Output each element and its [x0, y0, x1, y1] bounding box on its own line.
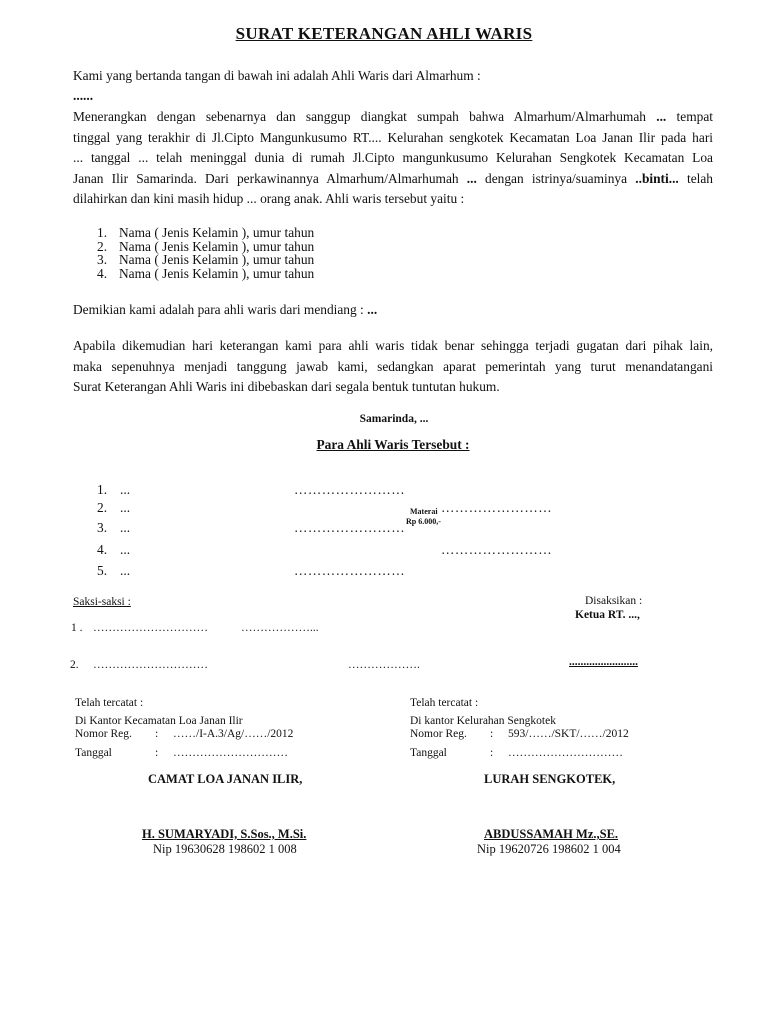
rt-head-signature-line: ........................: [569, 656, 638, 668]
declaration-line: Demikian kami adalah para ahli waris dari mendiang : ...: [73, 302, 378, 317]
heir-list-item: 3. Nama ( Jenis Kelamin ), umur tahun: [97, 252, 315, 267]
deceased-name-placeholder: ......: [73, 88, 94, 103]
heirs-list: [97, 226, 314, 280]
signature-row-number: 1.: [97, 482, 108, 497]
signature-row-number: 2.: [97, 500, 108, 515]
liability-line-2: maka sepenuhnya menjadi tanggung jawab kami, sedangkan aparat pemerintah yang turut menandatangani: [73, 358, 713, 374]
reg-label-right: Nomor Reg.: [410, 728, 467, 740]
recorded-label-right: Telah tercatat :: [410, 697, 479, 709]
official-nip-left: Nip 19630628 198602 1 008: [153, 842, 297, 856]
rt-head-title: Ketua RT. ...,: [575, 609, 640, 621]
witness-signature-line: ……………….: [348, 659, 420, 671]
official-title-left: CAMAT LOA JANAN ILIR,: [148, 772, 303, 786]
official-nip-right: Nip 19620726 198602 1 004: [477, 842, 621, 856]
signature-row-name: ...: [120, 500, 131, 515]
reg-label-left: Nomor Reg.: [75, 728, 132, 740]
official-name-right: ABDUSSAMAH Mz.,SE.: [484, 827, 619, 841]
signature-row-name: ...: [120, 482, 131, 497]
heir-list-item: 4. Nama ( Jenis Kelamin ), umur tahun: [97, 265, 315, 281]
witness-name-line: …………………………: [93, 622, 208, 634]
statement-paragraph: [73, 107, 713, 210]
office-left: Di Kantor Kecamatan Loa Janan Ilir: [75, 715, 243, 727]
signature-row-number: 4.: [97, 542, 108, 557]
witness-row-number: 2.: [70, 659, 79, 671]
signature-row-name: ...: [120, 520, 131, 535]
document-title: SURAT KETERANGAN AHLI WARIS: [235, 24, 533, 43]
date-label-right: Tanggal: [410, 747, 447, 759]
liability-line-3: Surat Keterangan Ahli Waris ini dibebaskan dari segala bentuk tuntutan hukum.: [73, 379, 500, 394]
date-colon-right: :: [490, 747, 494, 759]
date-label-left: Tanggal: [75, 747, 112, 759]
recorded-label-left: Telah tercatat :: [75, 697, 144, 709]
signature-line: ……………………: [441, 500, 553, 515]
signature-row-number: 5.: [97, 563, 108, 578]
statement-line-1: Menerangkan dengan sebenarnya dan sanggup diangkat sumpah bahwa Almarhum/Almarhumah ... tempat: [73, 109, 713, 124]
signature-line: ……………………: [294, 482, 406, 497]
heir-list-item: 1. Nama ( Jenis Kelamin ), umur tahun: [97, 225, 315, 240]
official-title-right: LURAH SENGKOTEK,: [484, 772, 616, 786]
office-right: Di kantor Kelurahan Sengkotek: [410, 715, 556, 727]
signature-row-name: ...: [120, 563, 131, 578]
intro-line: Kami yang bertanda tangan di bawah ini adalah Ahli Waris dari Almarhum :: [73, 68, 481, 83]
heirs-heading: Para Ahli Waris Tersebut :: [316, 437, 470, 452]
statement-line-3: ... tanggal ... telah meninggal dunia di rumah Jl.Cipto mangunkusumo Kelurahan Sengkotek Kecamatan Loa: [73, 150, 713, 165]
heir-list-item: 2. Nama ( Jenis Kelamin ), umur tahun: [97, 238, 315, 254]
official-name-left: H. SUMARYADI, S.Sos., M.Si.: [142, 827, 307, 841]
statement-line-4: Janan Ilir Samarinda. Dari perkawinannya Almarhum/Almarhumah ... dengan istrinya/suaminya ..binti... telah: [73, 170, 713, 186]
materai-label: Materai: [410, 507, 438, 516]
signature-line: ……………………: [441, 542, 553, 557]
liability-paragraph: [73, 336, 713, 398]
date-value-right: …………………………: [508, 747, 623, 759]
reg-value-left: ……/I-A.3/Ag/……/2012: [173, 728, 294, 740]
materai-value: Rp 6.000,-: [406, 517, 441, 526]
date-value-left: …………………………: [173, 747, 288, 759]
reg-value-right: 593/……/SKT/……/2012: [508, 728, 629, 740]
signature-row-name: ...: [120, 542, 131, 557]
witnesses-label: Saksi-saksi :: [73, 596, 131, 608]
witness-name-line: …………………………: [93, 659, 208, 671]
statement-line-5: dilahirkan dan kini masih hidup ... orang anak. Ahli waris tersebut yaitu :: [73, 191, 465, 206]
liability-line-1: Apabila dikemudian hari keterangan kami para ahli waris tidak benar sehingga terjadi gugatan dari pihak lain,: [73, 338, 713, 353]
reg-colon-left: :: [155, 728, 159, 740]
witness-row-number: 1 .: [71, 622, 83, 634]
witnessed-label: Disaksikan :: [585, 595, 643, 607]
place-date: Samarinda, ...: [359, 413, 429, 425]
witness-signature-line: ………………...: [241, 622, 319, 634]
signature-row-number: 3.: [97, 520, 108, 535]
signature-line: ……………………: [294, 563, 406, 578]
date-colon-left: :: [155, 747, 159, 759]
signature-line: ……………………: [294, 520, 406, 535]
statement-line-2: tinggal yang terakhir di Jl.Cipto Mangunkusumo RT.... Kelurahan sengkotek Kecamatan Loa Janan Ilir pada hari: [73, 129, 713, 145]
reg-colon-right: :: [490, 728, 494, 740]
